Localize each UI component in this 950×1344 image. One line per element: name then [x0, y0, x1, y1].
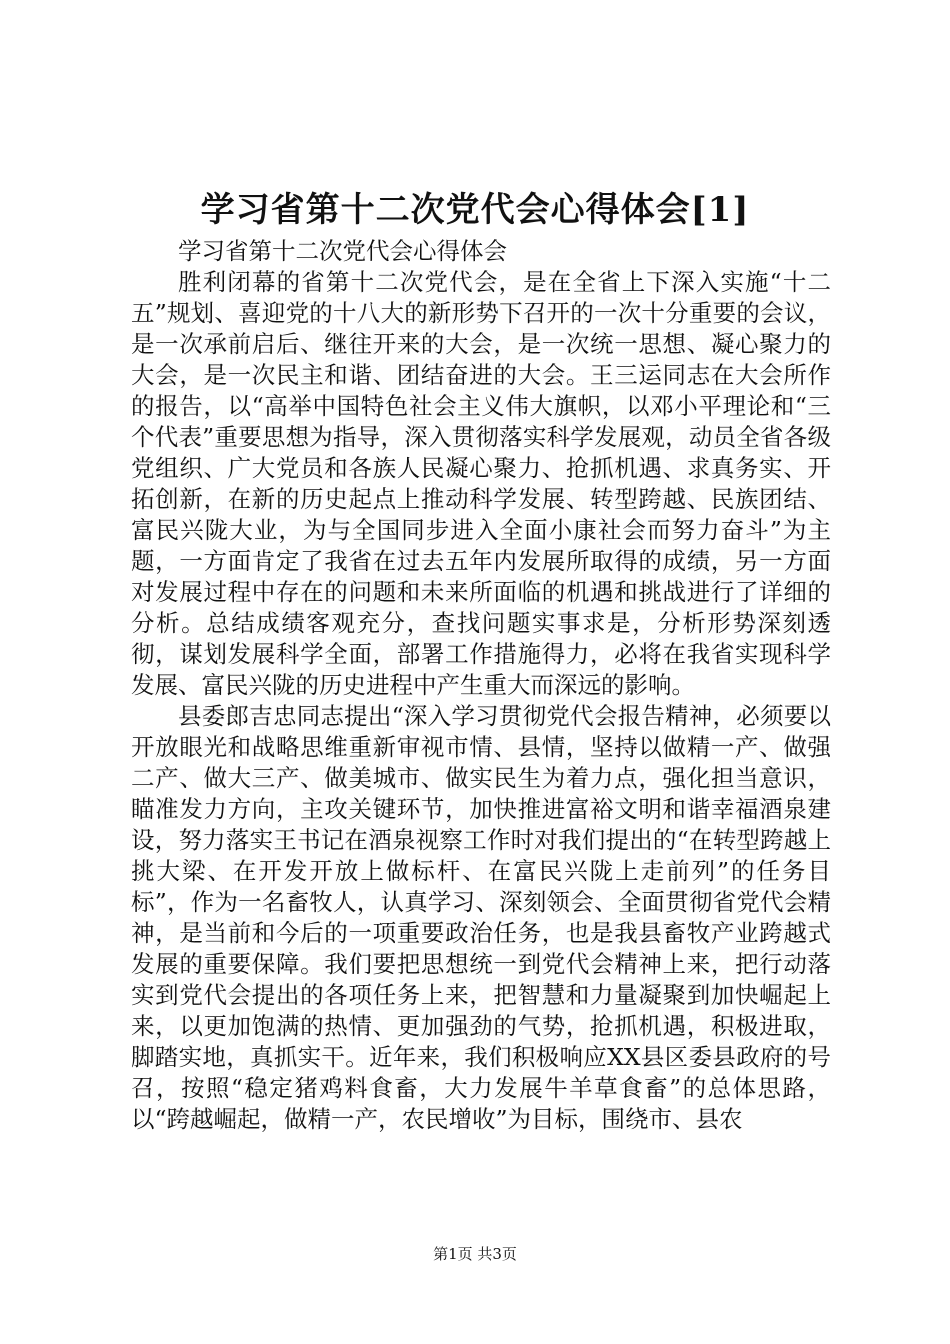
document-subtitle: 学习省第十二次党代会心得体会	[178, 237, 507, 265]
page-number-footer: 第1页 共3页	[433, 1245, 517, 1263]
document-title: 学习省第十二次党代会心得体会[1]	[200, 190, 750, 230]
body-paragraph: 县委郎吉忠同志提出“深入学习贯彻党代会报告精神，必须要以开放眼光和战略思维重新审视市情、县情，坚持以做精一产、做强二产、做大三产、做美城市、做实民生为着力点，强化担当意识，瞄准发力方向，主攻关键环节，加快推进富裕文明和谐幸福酒泉建设，努力落实王书记在酒泉视察工作时对我们提出的“在转型跨越上挑大梁、在开发开放上做标杆、在富民兴陇上走前列”的任务目标”，作为一名畜牧人，认真学习、深刻领会、全面贯彻省党代会精神，是当前和今后的一项重要政治任务，也是我县畜牧产业跨越式发展的重要保障。我们要把思想统一到党代会精神上来，把行动落实到党代会提出的各项任务上来，把智慧和力量凝聚到加快崛起上来，以更加饱满的热情、更加强劲的气势，抢抓机遇，积极进取，脚踏实地，真抓实干。近年来，我们积极响应XX县区委县政府的号召，按照“稳定猪鸡料食畜，大力发展牛羊草食畜”的总体思路，以“跨越崛起，做精一产，农民增收”为目标，围绕市、县农	[131, 702, 831, 1133]
body-paragraph: 胜利闭幕的省第十二次党代会，是在全省上下深入实施“十二五”规划、喜迎党的十八大的新形势下召开的一次十分重要的会议，是一次承前启后、继往开来的大会，是一次统一思想、凝心聚力的大会，是一次民主和谐、团结奋进的大会。王三运同志在大会所作的报告，以“高举中国特色社会主义伟大旗帜，以邓小平理论和“三个代表”重要思想为指导，深入贯彻落实科学发展观，动员全省各级党组织、广大党员和各族人民凝心聚力、抢抓机遇、求真务实、开拓创新，在新的历史起点上推动科学发展、转型跨越、民族团结、富民兴陇大业，为与全国同步进入全面小康社会而努力奋斗”为主题，一方面肯定了我省在过去五年内发展所取得的成绩，另一方面对发展过程中存在的问题和未来所面临的机遇和挑战进行了详细的分析。总结成绩客观充分，查找问题实事求是，分析形势深刻透彻，谋划发展科学全面，部署工作措施得力，必将在我省实现科学发展、富民兴陇的历史进程中产生重大而深远的影响。	[131, 268, 831, 699]
document-body	[131, 236, 831, 1135]
